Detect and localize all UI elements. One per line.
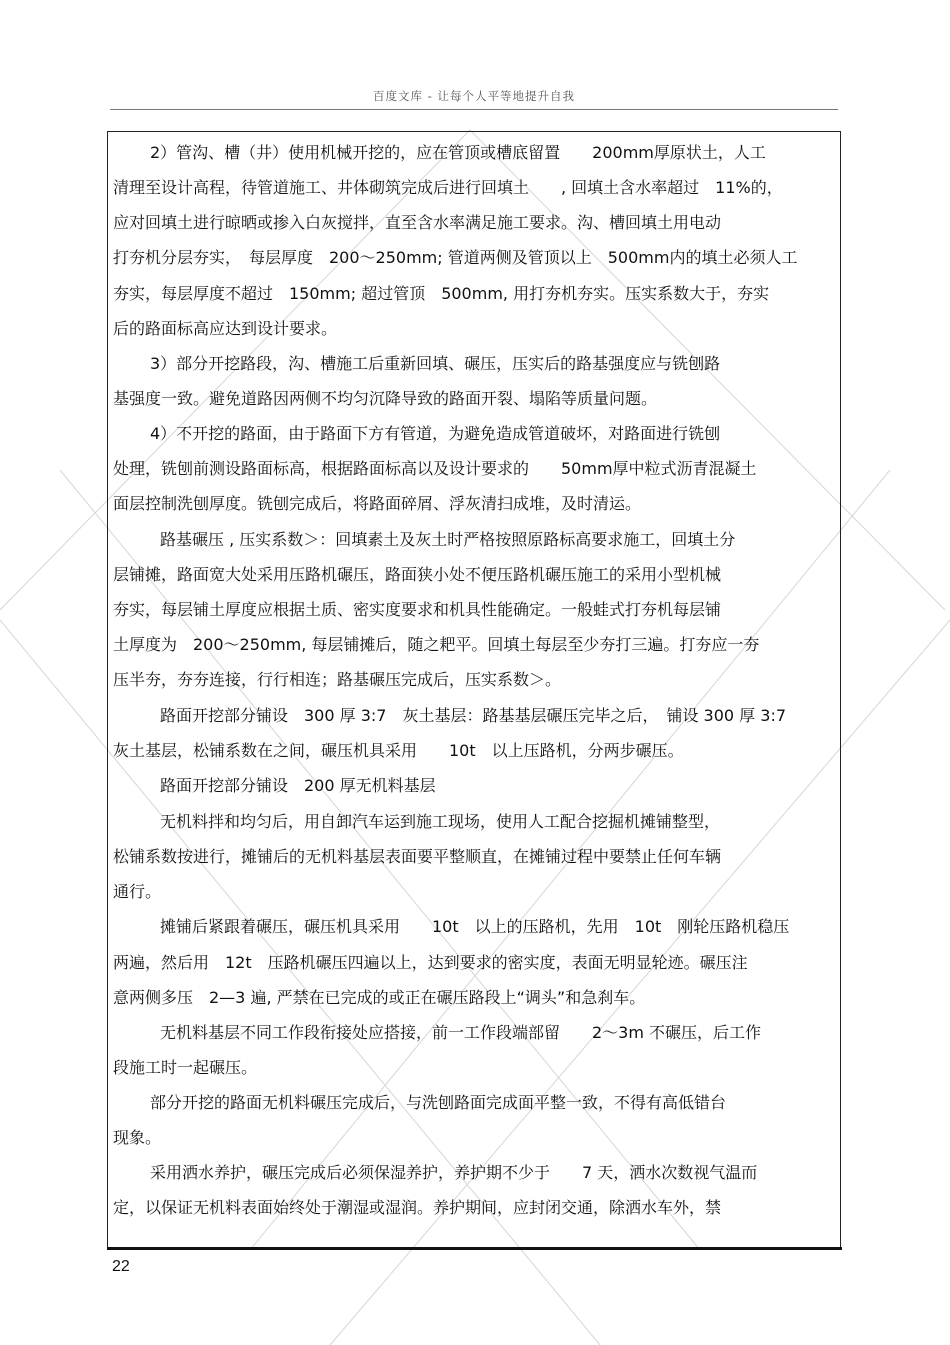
- page-number: 22: [112, 1258, 130, 1275]
- text-line: 清理至设计高程，待管道施工、井体砌筑完成后进行回填土 , 回填土含水率超过 11%的，: [113, 178, 783, 197]
- text-line: 后的路面标高应达到设计要求。: [113, 319, 338, 338]
- text-line: 4）不开挖的路面，由于路面下方有管道，为避免造成管道破坏，对路面进行铣刨: [150, 424, 721, 443]
- text-line: 3）部分开挖路段，沟、槽施工后重新回填、碾压，压实后的路基强度应与铣刨路: [150, 354, 721, 373]
- text-line: 意两侧多压 2—3 遍, 严禁在已完成的或正在碾压路段上“调头”和急刹车。: [113, 988, 646, 1007]
- text-line: 定，以保证无机料表面始终处于潮湿或湿润。养护期间，应封闭交通，除洒水车外，禁: [113, 1198, 722, 1217]
- text-line: 现象。: [113, 1128, 162, 1147]
- content-frame-bottom-rule: [107, 1247, 842, 1250]
- header-rule: [110, 109, 838, 110]
- text-line: 2）管沟、槽（井）使用机械开挖的，应在管顶或槽底留置 200mm厚原状土，人工: [150, 143, 766, 162]
- text-line: 部分开挖的路面无机料碾压完成后，与洗刨路面完成面平整一致，不得有高低错台: [150, 1093, 727, 1112]
- text-line: 灰土基层，松铺系数在之间，碾压机具采用 10t 以上压路机，分两步碾压。: [113, 741, 684, 760]
- text-line: 面层控制洗刨厚度。铣刨完成后，将路面碎屑、浮灰清扫成堆，及时清运。: [113, 494, 642, 513]
- text-line: 采用洒水养护，碾压完成后必须保湿养护，养护期不少于 7 天，洒水次数视气温而: [150, 1163, 758, 1182]
- text-line: 应对回填土进行晾晒或掺入白灰搅拌，直至含水率满足施工要求。沟、槽回填土用电动: [113, 213, 722, 232]
- text-line: 路面开挖部分铺设 200 厚无机料基层: [160, 776, 436, 795]
- text-line: 打夯机分层夯实， 每层厚度 200～250mm; 管道两侧及管顶以上 500mm内的填土必须人工: [113, 248, 798, 267]
- text-line: 层铺摊，路面宽大处采用压路机碾压，路面狭小处不便压路机碾压施工的采用小型机械: [113, 565, 722, 584]
- text-line: 松铺系数按进行，摊铺后的无机料基层表面要平整顺直，在摊铺过程中要禁止任何车辆: [113, 847, 722, 866]
- text-line: 夯实，每层铺土厚度应根据土质、密实度要求和机具性能确定。一般蛙式打夯机每层铺: [113, 600, 722, 619]
- page-header: 百度文库 - 让每个人平等地提升自我: [373, 89, 575, 103]
- text-line: 基强度一致。避免道路因两侧不均匀沉降导致的路面开裂、塌陷等质量问题。: [113, 389, 658, 408]
- text-line: 摊铺后紧跟着碾压，碾压机具采用 10t 以上的压路机，先用 10t 刚轮压路机稳压: [160, 917, 790, 936]
- text-line: 段施工时一起碾压。: [113, 1058, 258, 1077]
- text-line: 无机料拌和均匀后，用自卸汽车运到施工现场，使用人工配合挖掘机摊铺整型，: [160, 812, 721, 831]
- text-line: 夯实，每层厚度不超过 150mm; 超过管顶 500mm, 用打夯机夯实。压实系数大于，夯实: [113, 284, 770, 303]
- text-line: 压半夯，夯夯连接，行行相连；路基碾压完成后，压实系数＞。: [113, 670, 562, 689]
- text-line: 处理，铣刨前测设路面标高，根据路面标高以及设计要求的 50mm厚中粒式沥青混凝土: [113, 459, 757, 478]
- text-line: 无机料基层不同工作段衔接处应搭接，前一工作段端部留 2～3m 不碾压，后工作: [160, 1023, 762, 1042]
- text-line: 两遍，然后用 12t 压路机碾压四遍以上，达到要求的密实度，表面无明显轮迹。碾压注: [113, 953, 748, 972]
- text-line: 路基碾压 , 压实系数＞：回填素土及灰土时严格按照原路标高要求施工，回填土分: [160, 530, 736, 549]
- text-line: 路面开挖部分铺设 300 厚 3:7 灰土基层：路基基层碾压完毕之后， 铺设 300 厚 3:7: [160, 706, 787, 725]
- text-line: 土厚度为 200～250mm, 每层铺摊后，随之耙平。回填土每层至少夯打三遍。打夯应一夯: [113, 635, 760, 654]
- text-line: 通行。: [113, 882, 162, 901]
